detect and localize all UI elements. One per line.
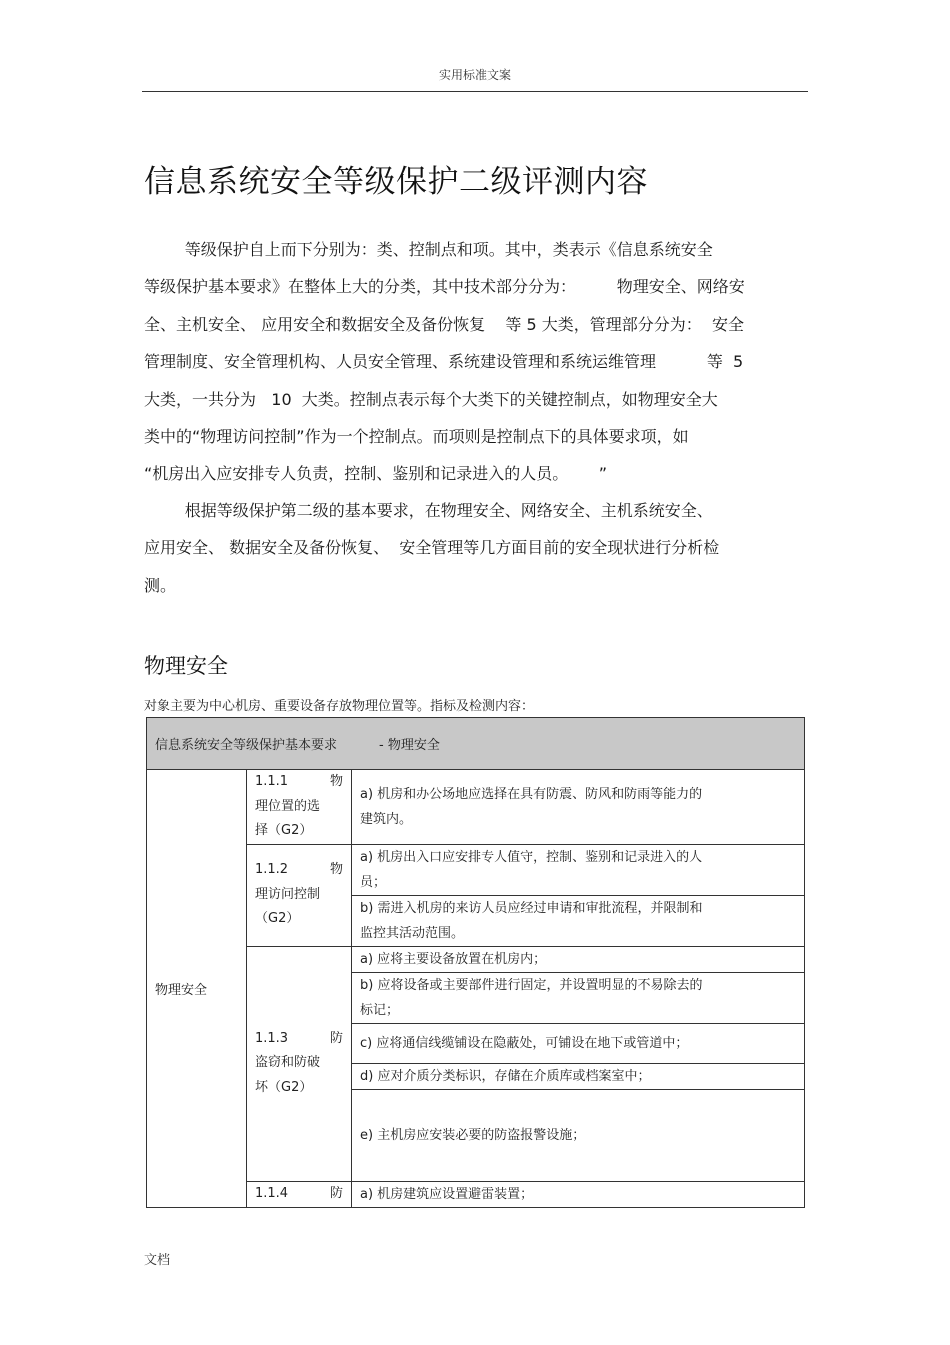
control-text: 理位置的选 bbox=[255, 798, 321, 814]
control-point-cell bbox=[247, 770, 352, 845]
table-header-row bbox=[147, 718, 805, 770]
requirement-text: 监控其活动范围。 bbox=[360, 925, 465, 941]
control-text: 盗窃和防破 bbox=[255, 1055, 321, 1071]
header-divider bbox=[142, 91, 808, 92]
table-row bbox=[147, 770, 805, 845]
requirement-item bbox=[352, 895, 805, 946]
requirement-item bbox=[352, 844, 805, 895]
requirement-item: a) 应将主要设备放置在机房内； bbox=[352, 946, 805, 972]
category-cell: 物理安全 bbox=[147, 770, 247, 1208]
intro-paragraph bbox=[144, 231, 810, 493]
table-header-title: 信息系统安全等级保护基本要求 bbox=[155, 738, 338, 753]
control-number: 1.1.4 bbox=[255, 1185, 289, 1201]
requirement-text: b) 需进入机房的来访人员应经过申请和审批流程，并限制和 bbox=[360, 900, 703, 916]
requirement-item bbox=[352, 972, 805, 1023]
control-first-char: 物 bbox=[329, 862, 343, 878]
requirement-text: b) 应将设备或主要部件进行固定，并设置明显的不易除去的 bbox=[360, 977, 703, 993]
paragraph-line: 等级保护自上而下分别为：类、控制点和项。其中，类表示《信息系统安全 bbox=[144, 240, 713, 259]
control-text: 坏（G2） bbox=[255, 1079, 313, 1095]
requirement-text: 员； bbox=[360, 874, 387, 890]
control-number: 1.1.2 bbox=[255, 862, 289, 878]
paragraph-line: 应用安全、 数据安全及备份恢复、 安全管理等几方面目前的安全现状进行分析检 bbox=[144, 538, 720, 558]
page-header: 实用标准文案 bbox=[438, 68, 511, 82]
paragraph-line: 等级保护基本要求》在整体上大的分类，其中技术部分分为： 物理安全、网络安 bbox=[144, 277, 745, 297]
paragraph-line: “机房出入应安排专人负责，控制、鉴别和记录进入的人员。 ” bbox=[144, 464, 608, 484]
paragraph-line: 测。 bbox=[144, 575, 177, 595]
control-first-char: 防 bbox=[329, 1185, 343, 1201]
requirement-item: e) 主机房应安装必要的防盗报警设施； bbox=[352, 1089, 805, 1181]
requirement-item: c) 应将通信线缆铺设在隐蔽处，可铺设在地下或管道中； bbox=[352, 1023, 805, 1063]
document-title: 信息系统安全等级保护二级评测内容 bbox=[144, 164, 648, 200]
scope-paragraph bbox=[144, 492, 810, 604]
control-number: 1.1.1 bbox=[255, 774, 289, 789]
control-text: （G2） bbox=[255, 911, 300, 927]
page-footer: 文档 bbox=[144, 1253, 171, 1268]
requirement-item: a) 机房建筑应设置避雷装置； bbox=[352, 1181, 805, 1207]
paragraph-line: 全、主机安全、 应用安全和数据安全及备份恢复 等 5 大类，管理部分分为： 安全 bbox=[144, 314, 744, 334]
control-point-cell bbox=[247, 946, 352, 1181]
requirements-table bbox=[146, 717, 805, 1208]
control-first-char: 物 bbox=[329, 774, 343, 789]
section-intro: 对象主要为中心机房、重要设备存放物理位置等。指标及检测内容： bbox=[144, 699, 535, 714]
requirement-text: a) 机房出入口应安排专人值守，控制、鉴别和记录进入的人 bbox=[360, 849, 703, 865]
paragraph-line: 根据等级保护第二级的基本要求，在物理安全、网络安全、主机系统安全、 bbox=[144, 501, 713, 520]
requirement-text: 建筑内。 bbox=[360, 811, 413, 827]
section-heading: 物理安全 bbox=[144, 654, 228, 678]
control-point-cell bbox=[247, 1181, 352, 1207]
control-point-cell bbox=[247, 844, 352, 946]
paragraph-line: 大类，一共分为 10 大类。控制点表示每个大类下的关键控制点，如物理安全大 bbox=[144, 389, 718, 409]
requirement-text: a) 机房和办公场地应选择在具有防震、防风和防雨等能力的 bbox=[360, 786, 703, 802]
control-first-char: 防 bbox=[329, 1030, 343, 1046]
table-header-category: - 物理安全 bbox=[379, 738, 440, 753]
control-text: 择（G2） bbox=[255, 823, 313, 838]
table-header bbox=[147, 718, 805, 770]
paragraph-line: 类中的“物理访问控制”作为一个控制点。而项则是控制点下的具体要求项，如 bbox=[144, 427, 689, 447]
requirement-item: d) 应对介质分类标识，存储在介质库或档案室中； bbox=[352, 1063, 805, 1089]
requirement-text: 标记； bbox=[360, 1002, 400, 1018]
control-number: 1.1.3 bbox=[255, 1030, 289, 1046]
requirement-item bbox=[352, 770, 805, 845]
control-text: 理访问控制 bbox=[255, 886, 321, 902]
paragraph-line: 管理制度、安全管理机构、人员安全管理、系统建设管理和系统运维管理 等 5 bbox=[144, 352, 744, 372]
